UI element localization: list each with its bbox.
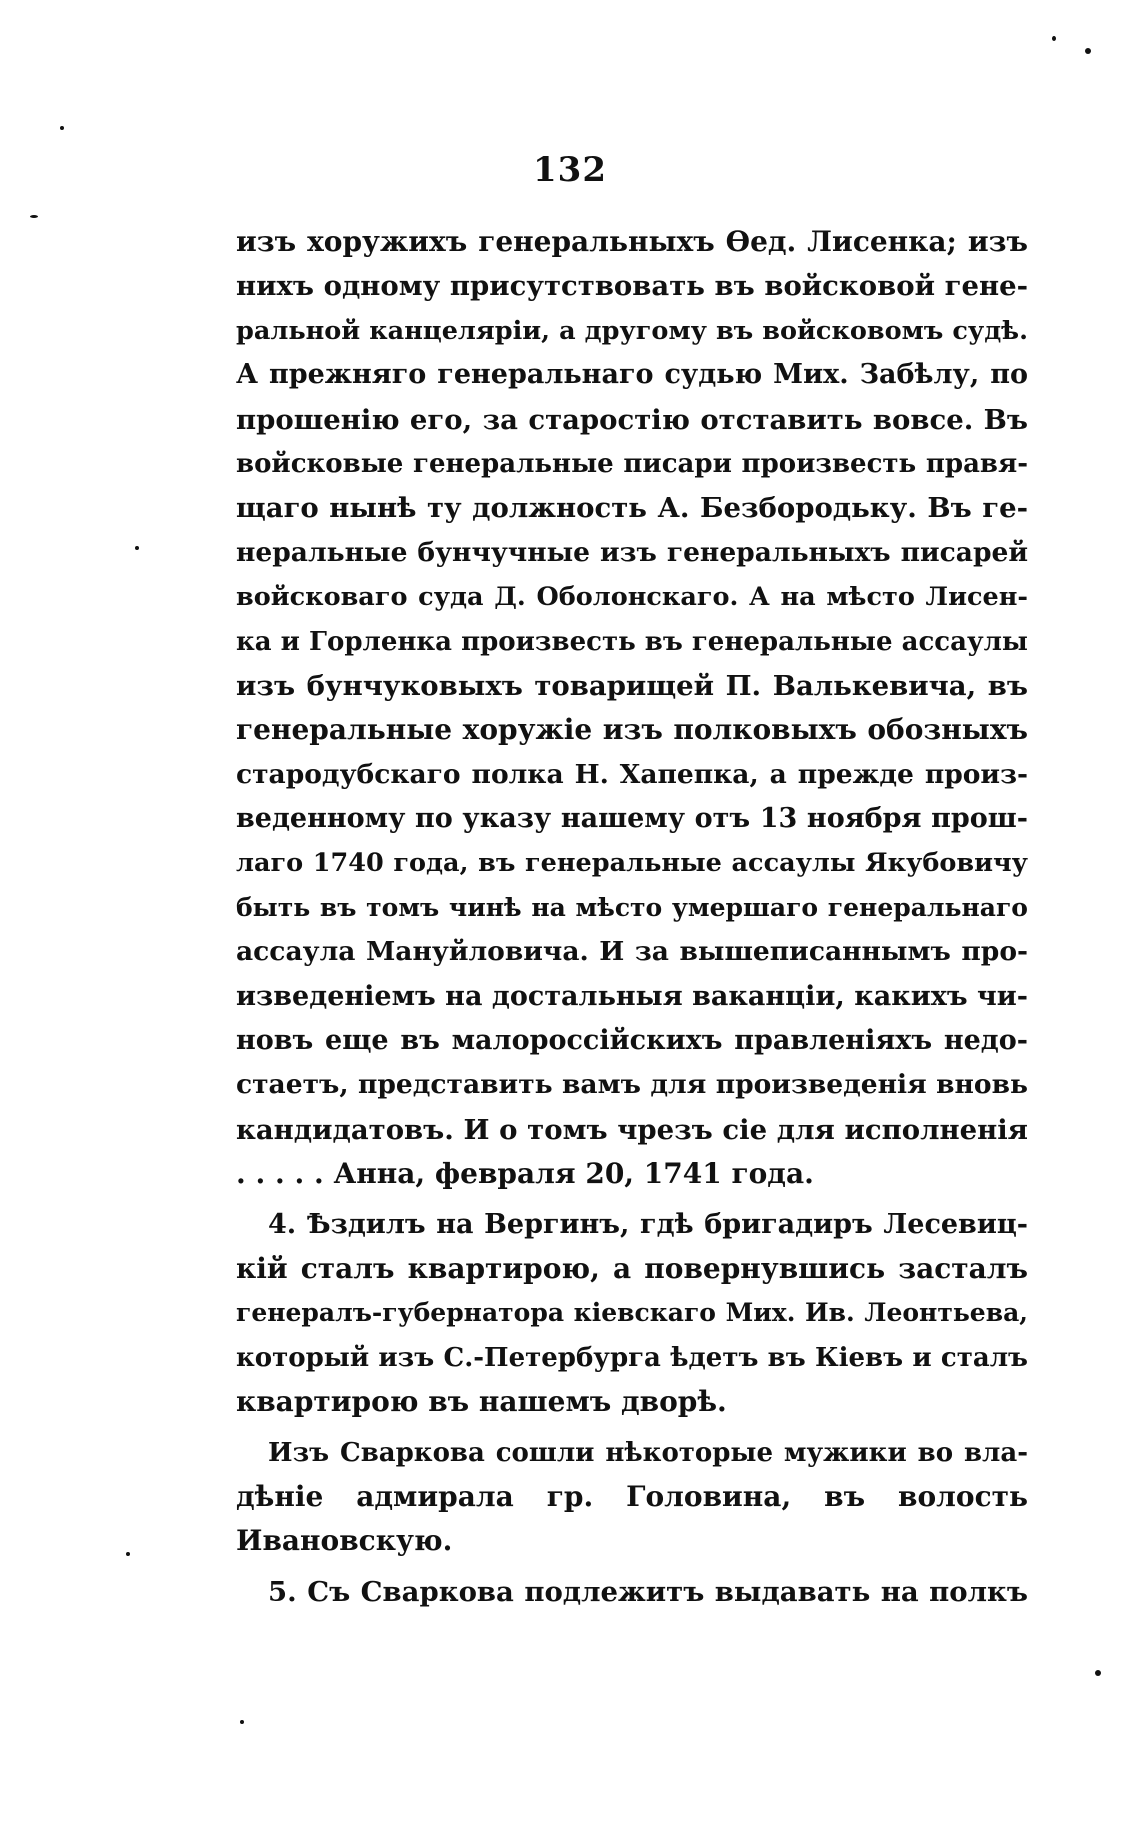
- paragraph-decree: [236, 220, 1028, 1197]
- text-line: А прежняго генеральнаго судью Мих. Забѣлу, по: [236, 359, 1028, 391]
- text-line: 4. Ѣздилъ на Вергинъ, гдѣ бригадиръ Лесевиц-: [268, 1208, 1028, 1240]
- scan-speck: [240, 1720, 244, 1724]
- text-line: веденному по указу нашему отъ 13 ноября прош-: [236, 803, 1028, 835]
- text-line: ассаула Мануйловича. И за вышеписаннымъ про-: [236, 936, 1028, 968]
- text-line: новъ еще въ малороссійскихъ правленіяхъ недо-: [236, 1025, 1028, 1057]
- text-line: неральные бунчучные изъ генеральныхъ писарей: [236, 536, 1028, 568]
- text-line: изведеніемъ на достальныя ваканціи, какихъ чи-: [236, 980, 1028, 1012]
- signature-line: . . . . . Анна, февраля 20, 1741 года.: [236, 1157, 814, 1191]
- scan-speck: [1085, 48, 1091, 54]
- text-line: стаетъ, представить вамъ для произведенія вновь: [236, 1069, 1028, 1101]
- text-line: изъ хоружихъ генеральныхъ Ѳед. Лисенка; изъ: [236, 225, 1028, 258]
- text-line: войсковаго суда Д. Оболонскаго. А на мѣсто Лисен-: [236, 582, 1028, 613]
- text-line: генеральные хоружіе изъ полковыхъ обозныхъ: [236, 713, 1028, 747]
- text-line: кандидатовъ. И о томъ чрезъ сіе для исполненія: [236, 1113, 1028, 1146]
- text-line: ка и Горленка произвесть въ генеральные ассаулы: [236, 626, 1028, 657]
- text-line: нихъ одному присутствовать въ войсковой гене-: [236, 270, 1028, 303]
- scan-speck: [60, 126, 64, 130]
- scan-speck: [135, 546, 139, 550]
- text-line: который изъ С.-Петербурга ѣдетъ въ Кіевъ и сталъ: [236, 1342, 1028, 1373]
- text-line: стародубскаго полка Н. Хапепка, а прежде произ-: [236, 758, 1028, 790]
- page-number: 132: [533, 150, 607, 190]
- text-line: изъ бунчуковыхъ товарищей П. Валькевича, въ: [236, 669, 1028, 702]
- scan-speck: [30, 215, 38, 218]
- scan-speck: [1052, 36, 1056, 41]
- paragraph-svarkov: [236, 1431, 1028, 1564]
- text-line: дѣніе адмирала гр. Головина, въ волость Ивановскую.: [236, 1479, 1028, 1558]
- text-line: ральной канцеляріи, а другому въ войсковомъ судѣ.: [236, 315, 1028, 346]
- scan-speck: [126, 1552, 130, 1556]
- text-line: 5. Съ Сваркова подлежитъ выдавать на полкъ: [268, 1575, 1028, 1608]
- text-line: кій сталъ квартирою, а повернувшись засталъ: [236, 1251, 1028, 1285]
- paragraph-entry-4: [236, 1203, 1028, 1425]
- text-line: быть въ томъ чинѣ на мѣсто умершаго генеральнаго: [236, 892, 1028, 922]
- paragraph-entry-5: [236, 1570, 1028, 1614]
- body-text: [236, 220, 1028, 1614]
- text-line: щаго нынѣ ту должность А. Безбородьку. Въ ге-: [236, 492, 1028, 525]
- text-line: войсковые генеральные писари произвесть правя-: [236, 448, 1028, 479]
- text-line: лаго 1740 года, въ генеральные ассаулы Якубовичу: [236, 848, 1028, 879]
- text-line: генералъ-губернатора кіевскаго Мих. Ив. Леонтьева,: [236, 1298, 1028, 1328]
- scan-speck: [1095, 1670, 1101, 1676]
- text-line: квартирою въ нашемъ дворѣ.: [236, 1385, 727, 1419]
- text-line: Изъ Сваркова сошли нѣкоторые мужики во вла-: [268, 1437, 1028, 1468]
- text-line: прошенію его, за старостію отставить вовсе. Въ: [236, 403, 1028, 436]
